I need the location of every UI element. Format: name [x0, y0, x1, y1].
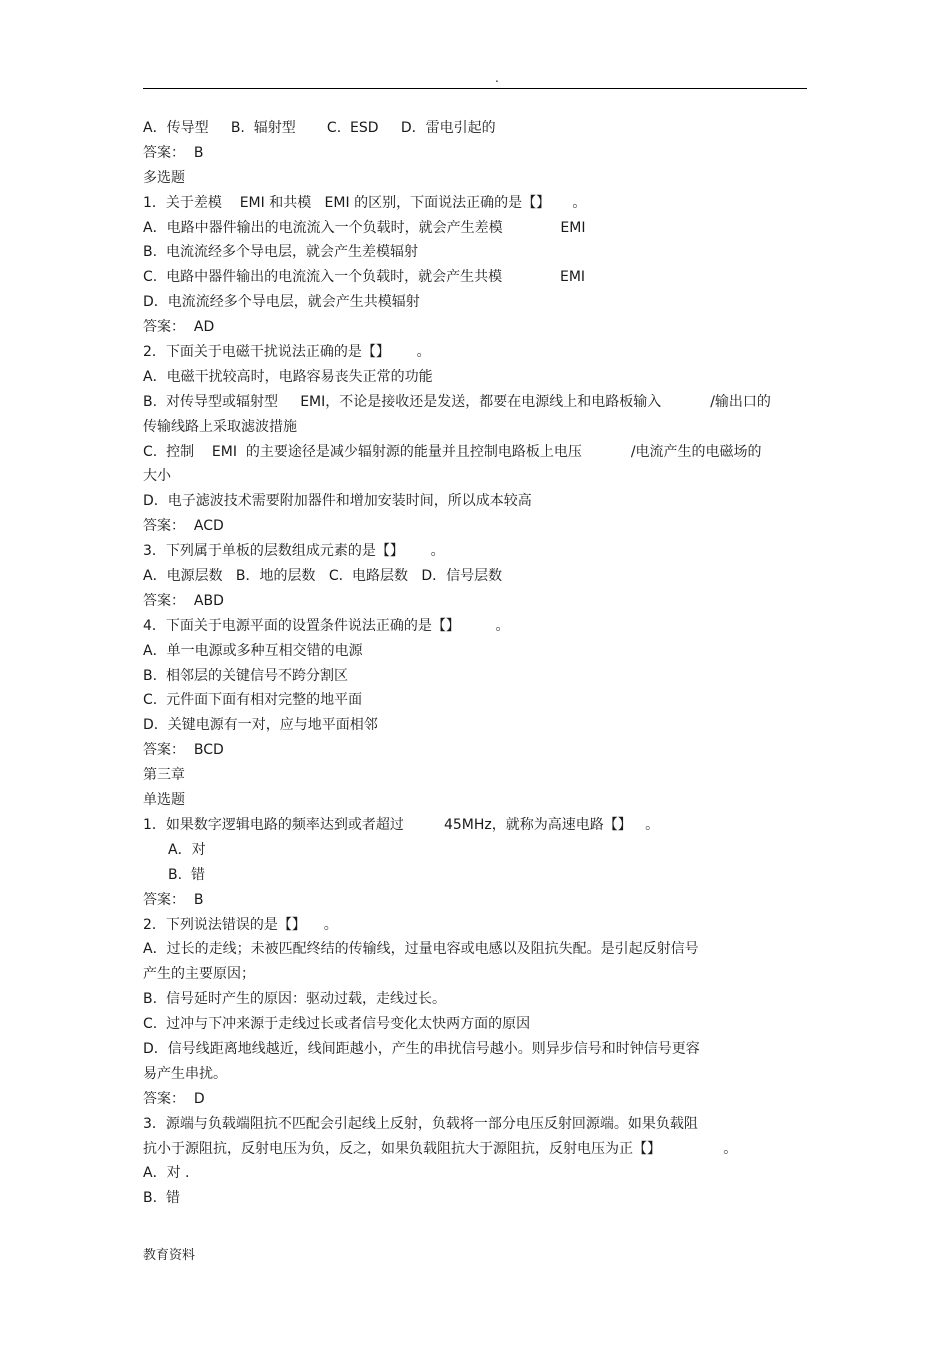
option-line: A．对: [168, 841, 206, 858]
option-line: D．电子滤波技术需要附加器件和增加安装时间，所以成本较高: [143, 493, 532, 510]
answer-line: 答案： ACD: [143, 518, 224, 535]
option-line: B. 电流流经多个导电层，就会产生差模辐射: [143, 244, 418, 261]
header-rule: [143, 88, 807, 89]
answer-line: 答案： AD: [143, 319, 215, 336]
question-line: 3．下列属于单板的层数组成元素的是【】 。: [143, 543, 445, 560]
option-line: C. 过冲与下冲来源于走线过长或者信号变化太快两方面的原因: [143, 1016, 531, 1033]
option-line: C. 元件面下面有相对完整的地平面: [143, 692, 363, 709]
option-line: A．过长的走线；未被匹配终结的传输线，过量电容或电感以及阻抗失配。是引起反射信号: [143, 941, 699, 958]
option-line: D．信号线距离地线越近，线间距越小，产生的串扰信号越小。则异步信号和时钟信号更容: [143, 1040, 700, 1057]
option-line: D．关键电源有一对，应与地平面相邻: [143, 717, 378, 734]
option-line: B. 信号延时产生的原因：驱动过载，走线过长。: [143, 991, 446, 1008]
question-line: 3．源端与负载端阻抗不匹配会引起线上反射，负载将一部分电压反射回源端。如果负载阻: [143, 1115, 698, 1132]
option-line: A．电源层数 B．地的层数 C. 电路层数 D．信号层数: [143, 568, 503, 585]
option-line: A．对 .: [143, 1165, 190, 1182]
section-heading: 单选题: [143, 792, 185, 809]
option-line-continued: 产生的主要原因；: [143, 966, 255, 983]
question-line: 1．如果数字逻辑电路的频率达到或者超过 45MHz，就称为高速电路【】 。: [143, 816, 660, 833]
option-line: C. 控制 EMI 的主要途径是减少辐射源的能量并且控制电路板上电压 /电流产生的电磁场的: [143, 443, 762, 460]
option-line: D．电流流经多个导电层，就会产生共模辐射: [143, 294, 420, 311]
text-line: A．传导型 B. 辐射型 C. ESD D．雷电引起的: [143, 120, 496, 136]
option-line: B. 相邻层的关键信号不跨分割区: [143, 667, 348, 684]
answer-line: 答案： D: [143, 1090, 205, 1107]
document-body: [143, 116, 813, 1211]
question-line: 2．下面关于电磁干扰说法正确的是【】 。: [143, 344, 431, 361]
section-heading: 多选题: [143, 169, 185, 186]
answer-line: 答案： BCD: [143, 742, 224, 759]
footer-label: 教育资料: [143, 1248, 196, 1263]
question-line: 4．下面关于电源平面的设置条件说法正确的是【】 。: [143, 617, 510, 634]
answer-line: 答案： ABD: [143, 592, 224, 609]
option-line: A．电路中器件输出的电流流入一个负载时，就会产生差模 EMI: [143, 219, 586, 236]
question-line: 2．下列说法错误的是【】 。: [143, 916, 338, 933]
option-line: A．电磁干扰较高时，电路容易丧失正常的功能: [143, 368, 433, 385]
option-line: C. 电路中器件输出的电流流入一个负载时，就会产生共模 EMI: [143, 269, 586, 286]
option-line: A．单一电源或多种互相交错的电源: [143, 642, 363, 659]
chapter-heading: 第三章: [143, 767, 185, 784]
option-line-continued: 大小: [143, 468, 171, 485]
option-line: B. 错: [143, 1190, 180, 1207]
option-line: B. 错: [168, 866, 205, 883]
option-line-continued: 传输线路上采取滤波措施: [143, 418, 297, 435]
answer-line: 答案： B: [143, 891, 204, 908]
question-line: 1．关于差模 EMI 和共模 EMI 的区别，下面说法正确的是【】 。: [143, 194, 587, 211]
question-line-continued: 抗小于源阻抗，反射电压为负，反之，如果负载阻抗大于源阻抗，反射电压为正【】 。: [143, 1140, 738, 1157]
answer-line: 答案： B: [143, 144, 204, 161]
header-mark: .: [495, 71, 499, 85]
option-line-continued: 易产生串扰。: [143, 1065, 227, 1082]
option-line: B. 对传导型或辐射型 EMI，不论是接收还是发送，都要在电源线上和电路板输入 /输出口的: [143, 393, 771, 410]
